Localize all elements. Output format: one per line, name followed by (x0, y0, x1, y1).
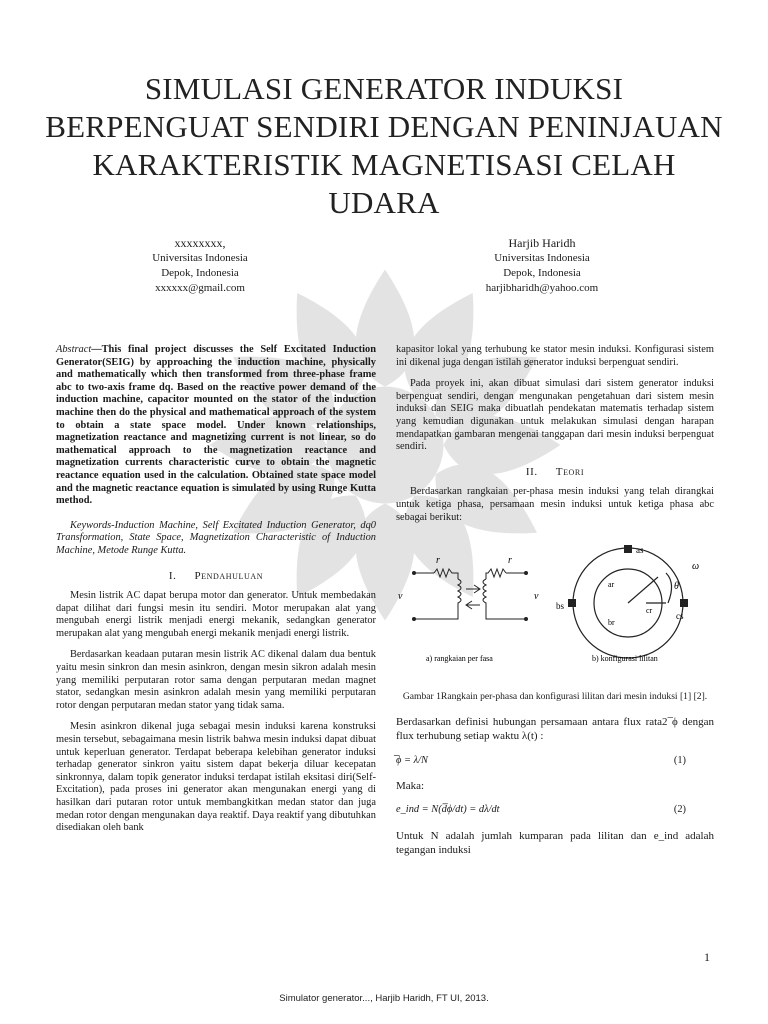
label-rs: r (436, 555, 440, 567)
title-line: BERPENGUAT SENDIRI DENGAN PENINJAUAN (45, 109, 723, 144)
author-block-2 (412, 236, 672, 296)
label-ar: ar (608, 580, 615, 590)
equation-text: ̅ϕ = λ/N (396, 755, 428, 767)
label-cs: cs (676, 611, 684, 622)
section-number: II. (525, 465, 538, 478)
paragraph: Berdasarkan keadaan putaran mesin listrik AC dikenal dalam dua bentuk yaitu mesin sinkron dan mesin asinkron, dengan mesin sikron adalah mesin yang memiliki perputaran rotor sama dengan perputaran medan magnet stator, sedangkan mesin asinkron adalah mesin yang memiliki perputaran rotor dengan perputaran medan stator yang tidak sama. (56, 649, 376, 711)
paragraph: Maka: (396, 779, 425, 792)
label-bs: bs (556, 601, 565, 612)
page-number: 1 (704, 950, 710, 964)
subfigure-b-label: b) konfigurasi lilitan (592, 654, 658, 664)
label-omega: ω (692, 561, 700, 573)
author-city: Depok, Indonesia (503, 267, 581, 279)
keywords: Keywords-Induction Machine, Self Excitated Induction Generator, dq0 Transformation, State Space, Magnetization Characteristic of Induction Machine, Metode Runge Kutta. (56, 519, 376, 556)
paragraph: kapasitor lokal yang terhubung ke stator mesin induksi. Konfigurasi sistem ini dikenal juga dengan istilah generator induksi berpenguat sendiri. (396, 344, 714, 368)
paragraph: Mesin asinkron dikenal juga sebagai mesin induksi karena konstruksi mesin tersebut, sebagaimana mesin listrik bahwa mesin induksi dapat dibuat untuk keperluan generator. Terdapat beberapa kelebihan generator induksi terhadap generator sinkron yaitu sistem dapat bekerja diluar kecepatan sinkronnya, dalam topik generator induksi terdapat istilah eksitasi diri(Self-Excitation), pada proses ini generator akan mengunakan energi yang di hasilkan dari putaran rotor untuk membangkitkan medan stator dan juga medan rotor dengan mengunakan daya reaktif. Daya reaktif yang dibutuhkan disediakan oleh bank (56, 721, 376, 834)
author-email: xxxxxx@gmail.com (155, 282, 245, 294)
label-rr: r (508, 555, 512, 567)
abstract (56, 344, 376, 508)
paragraph: Berdasarkan definisi hubungan persamaan antara flux rata2 ̅ϕ dengan flux terhubung setiap waktu λ(t) : (396, 716, 714, 743)
page-footer: Simulator generator..., Harjib Haridh, FT UI, 2013. (279, 993, 489, 1004)
paragraph: Berdasarkan rangkaian per-phasa mesin induksi yang telah dirangkai untuk ketiga phasa, persamaan mesin induksi untuk ketiga phasa abc sebagai berikut: (396, 486, 714, 523)
abstract-text: —This final project discusses the Self Excitated Induction Generator(SEIG) by approaching the induction machine, physically and mathematically which then transformed from three-phase frame abc to two-axis frame dq. Based on the reactive power demand of the induction machine, capacitor mounted on the stator of the induction machine then do the physical and mathematical approach of the system to obtain a state space model. Under known relationships, magnetization reactance and magnetizing current is not linear, so do mathematical approach to the magnetization reactance and magnetization currents characteristic curve to obtain the magnetic reactance equation used in the calculation. Obtained state space model and the magnetic reactance equation is simulated by using Runge Kutta method. (56, 344, 376, 507)
left-column (56, 344, 376, 844)
circuit-diagram (396, 533, 716, 673)
subfigure-a-label: a) rangkaian per fasa (426, 654, 493, 664)
equation-number: (1) (673, 755, 686, 767)
section-title: Pendahuluan (194, 569, 264, 582)
author-block-1 (70, 236, 330, 296)
author-city: Depok, Indonesia (161, 267, 239, 279)
title-line: KARAKTERISTIK MAGNETISASI CELAH (92, 147, 676, 182)
section-heading-2 (396, 466, 714, 479)
coil-marker-icon (624, 545, 632, 553)
label-theta: θ (674, 581, 679, 593)
figure-1 (396, 533, 736, 683)
equation-2 (396, 804, 714, 817)
author-name: xxxxxxxx, (174, 236, 226, 250)
equation-text: e_ind = N(d̅ϕ/dt) = dλ/dt (396, 804, 500, 816)
label-as: as (636, 545, 644, 556)
equation-1 (396, 755, 714, 768)
right-column (396, 344, 714, 866)
section-number: I. (168, 569, 177, 582)
label-vr: v (534, 591, 539, 603)
label-vs: v (398, 591, 403, 603)
paragraph: Untuk N adalah jumlah kumparan pada lilitan dan e_ind adalah tegangan induksi (396, 829, 714, 856)
author-email: harjibharidh@yahoo.com (485, 282, 599, 294)
equation-number: (2) (673, 804, 686, 816)
title-line: UDARA (328, 185, 440, 220)
coil-marker-icon (680, 599, 688, 607)
author-affiliation: Universitas Indonesia (494, 252, 590, 264)
figure-caption: Gambar 1Rangkain per-phasa dan konfigurasi lilitan dari mesin induksi [1] [2]. (402, 691, 708, 703)
paper-title (40, 70, 728, 222)
label-cr: cr (646, 606, 653, 616)
author-name: Harjib Haridh (508, 236, 576, 250)
coil-marker-icon (568, 599, 576, 607)
section-title: Teori (555, 465, 585, 478)
paragraph: Mesin listrik AC dapat berupa motor dan generator. Untuk membedakan dapat dilihat dari fungsi mesin itu sendiri. Motor merupakan alat yang mengubah energi listrik menjadi energi mekanik, sedangkan generator merupakan alat yang mengubah energi mekanik menjadi energi listrik. (56, 590, 376, 639)
paragraph: Pada proyek ini, akan dibuat simulasi dari sistem generator induksi berpenguat sendiri, dengan mengunakan pengetahuan dari sistem mesin induksi dan SEIG maka dibuatlah pendekatan matematis terhadap sistem yang kemudian digunakan untuk melakukan simulasi dengan harapan mendapatkan gambaran mengenai tanggapan dari mesin induksi berpenguat sendiri. (396, 378, 714, 453)
abstract-label: Abstract (56, 344, 92, 355)
title-line: SIMULASI GENERATOR INDUKSI (144, 71, 624, 106)
label-br: br (608, 618, 615, 628)
author-affiliation: Universitas Indonesia (152, 252, 248, 264)
section-heading-1 (56, 570, 376, 583)
